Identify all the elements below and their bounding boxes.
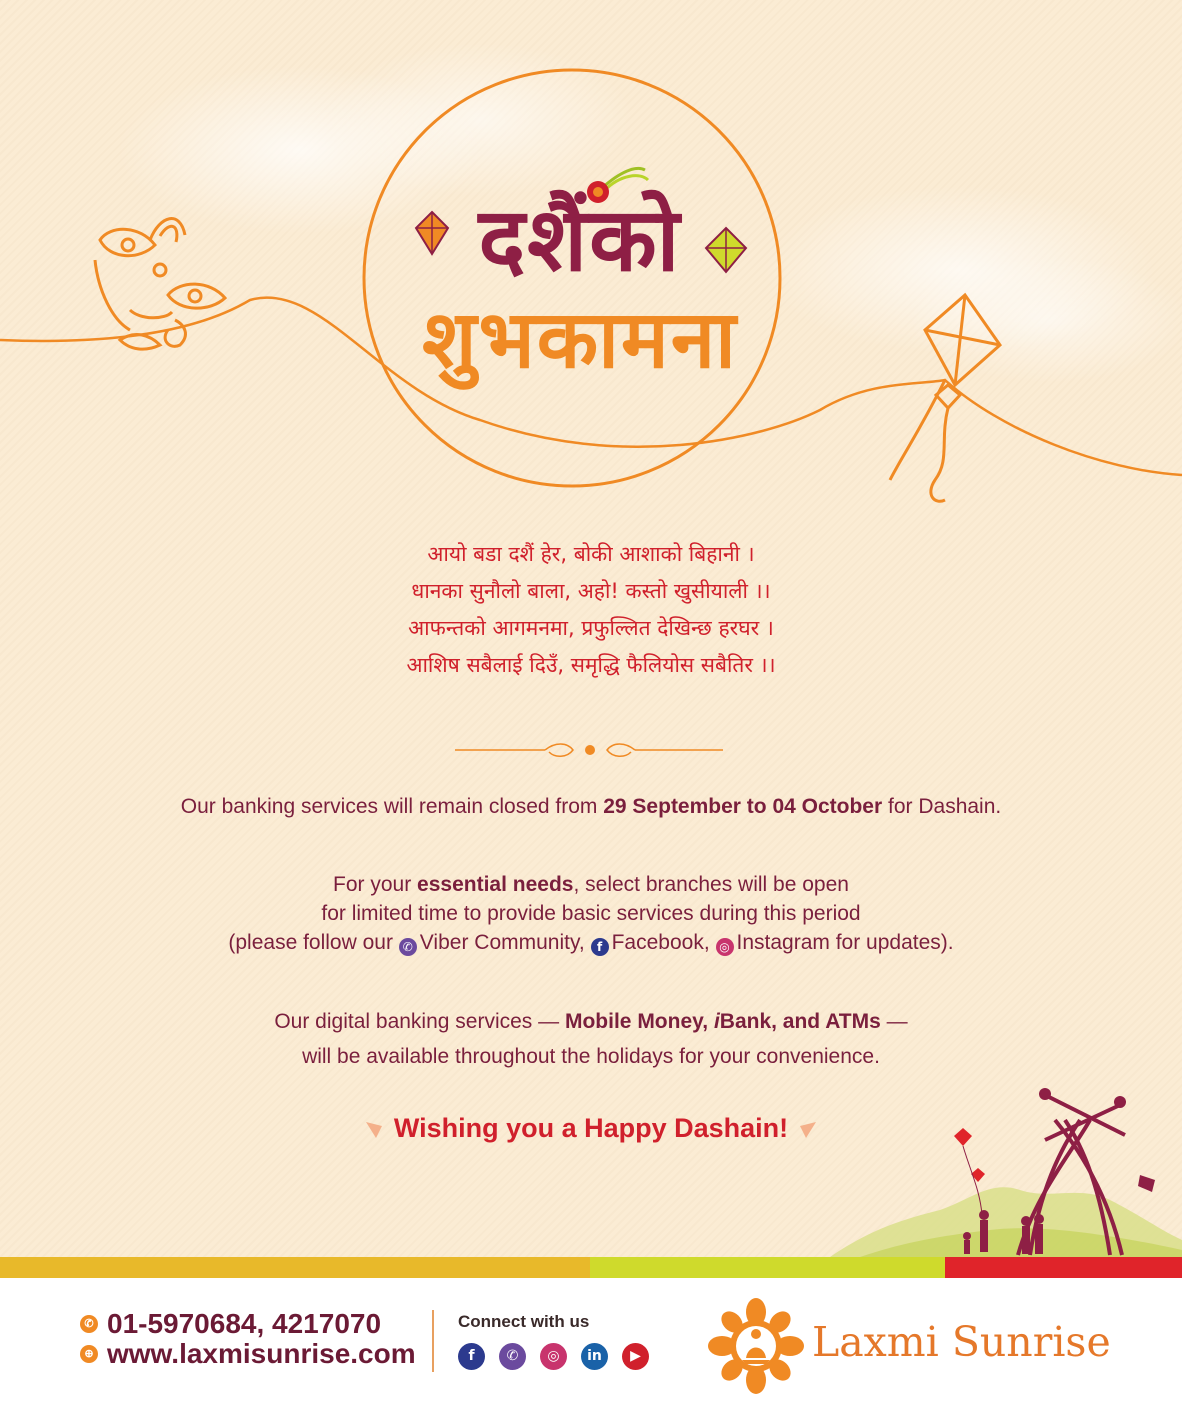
digital-text-end: — xyxy=(880,1010,908,1033)
phone-contact xyxy=(80,1308,381,1340)
poem-line: आयो बडा दशैं हेर, बोकी आशाको बिहानी । xyxy=(427,542,755,566)
closure-notice xyxy=(100,792,1082,821)
essential-needs: essential needs xyxy=(417,873,574,896)
digital-line-2: will be available throughout the holidays for your convenience. xyxy=(302,1045,880,1068)
swinging-person xyxy=(1138,1175,1155,1192)
dashain-swing-scene xyxy=(830,1080,1182,1260)
instagram-icon: ◎ xyxy=(716,938,734,956)
website-link[interactable]: www.laxmisunrise.com xyxy=(107,1338,416,1369)
social-links xyxy=(458,1343,649,1370)
brand-name: Laxmi Sunrise xyxy=(812,1318,1111,1366)
kite-right-icon xyxy=(798,1118,820,1140)
greeting-title xyxy=(370,190,790,390)
wish-text: Wishing you a Happy Dashain! xyxy=(393,1113,789,1143)
dashain-wish xyxy=(300,1113,882,1144)
footer-stripe-yellow xyxy=(0,1257,590,1278)
essential-line-2: for limited time to provide basic services during this period xyxy=(321,902,861,925)
digital-notice xyxy=(100,1004,1082,1074)
footer-stripe-lime xyxy=(590,1257,945,1278)
kite-outline-icon xyxy=(890,295,1000,501)
essential-text: For your xyxy=(333,873,418,896)
facebook-icon: f xyxy=(591,938,609,956)
poem-line: धानका सुनौलो बाला, अहो! कस्तो खुसीयाली ।। xyxy=(411,579,771,603)
digital-services-2: Bank, and ATMs xyxy=(719,1010,881,1033)
facebook-icon[interactable]: f xyxy=(458,1343,485,1370)
kite-left-icon xyxy=(362,1118,384,1140)
laxmi-lotus-logo-icon xyxy=(708,1298,804,1394)
poem xyxy=(200,536,982,684)
essential-notice xyxy=(100,870,1082,957)
title-line-2: शुभकामना xyxy=(422,293,738,386)
connect-label: Connect with us xyxy=(458,1312,590,1331)
digital-services-i: i xyxy=(713,1010,720,1033)
phone-icon: ✆ xyxy=(80,1315,98,1333)
poem-line: आफन्तको आगमनमा, प्रफुल्लित देखिन्छ हरघर । xyxy=(408,616,774,640)
ornament-divider xyxy=(455,740,725,760)
viber-community-link[interactable]: Viber Community, xyxy=(419,931,585,954)
poem-line: आशिष सबैलाई दिउँ, समृद्धि फैलियोस सबैतिर ।। xyxy=(406,653,776,677)
digital-services-1: Mobile Money, xyxy=(564,1010,714,1033)
globe-icon: ⊕ xyxy=(80,1345,98,1363)
instagram-link[interactable]: Instagram for updates). xyxy=(736,931,954,954)
closure-text-end: for Dashain. xyxy=(882,795,1002,818)
goddess-face-icon xyxy=(95,219,225,350)
phone-number[interactable]: 01-5970684, 4217070 xyxy=(107,1308,382,1339)
instagram-icon[interactable]: ◎ xyxy=(540,1343,567,1370)
youtube-icon[interactable]: ▶ xyxy=(622,1343,649,1370)
website-contact xyxy=(80,1338,416,1370)
follow-text: (please follow our xyxy=(228,931,399,954)
viber-icon: ✆ xyxy=(399,938,417,956)
title-line-1: दशैंको xyxy=(478,188,682,291)
essential-text-end: , select branches will be open xyxy=(573,873,849,896)
closure-text: Our banking services will remain closed from xyxy=(180,795,604,818)
facebook-link[interactable]: Facebook, xyxy=(611,931,710,954)
footer-stripe-red xyxy=(945,1257,1182,1278)
viber-icon[interactable]: ✆ xyxy=(499,1343,526,1370)
linkedin-icon[interactable]: in xyxy=(581,1343,608,1370)
digital-text: Our digital banking services — xyxy=(274,1010,565,1033)
footer-divider xyxy=(432,1310,434,1372)
closure-dates: 29 September to 04 October xyxy=(603,795,883,818)
